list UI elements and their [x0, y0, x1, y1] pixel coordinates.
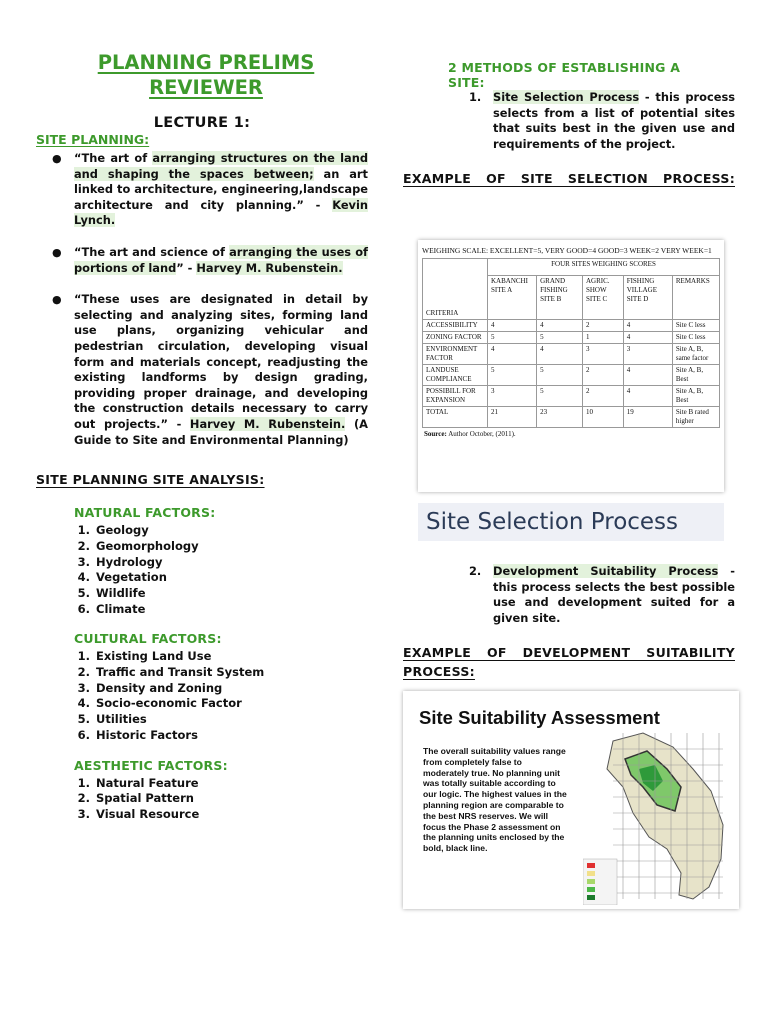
site-analysis-heading: SITE PLANNING SITE ANALYSIS:: [36, 472, 265, 488]
scores-table: [422, 258, 720, 428]
example-1-heading: EXAMPLE OF SITE SELECTION PROCESS:: [403, 171, 735, 187]
table-row: POSSIBILL FOR EXPANSION 3 5 2 4 Site A, B, Best: [423, 386, 720, 407]
list-item: 5. Utilities: [77, 712, 147, 727]
bullet-icon: ●: [52, 293, 62, 307]
bullet-icon: ●: [52, 152, 62, 165]
methods-heading: 2 METHODS OF ESTABLISHING A SITE:: [448, 60, 681, 90]
aesthetic-factors-heading: AESTHETIC FACTORS:: [74, 757, 228, 773]
list-item: 3. Hydrology: [77, 554, 163, 569]
table-row: ZONING FACTOR 5 5 1 4 Site C less: [423, 332, 720, 344]
suitability-map-icon: [583, 729, 733, 905]
method-list-1: [403, 90, 735, 152]
list-item: 2. Geomorphology: [77, 538, 199, 553]
list-item: 2. Spatial Pattern: [77, 791, 194, 806]
site-planning-heading: SITE PLANNING:: [36, 132, 150, 147]
page-title: [44, 50, 368, 100]
list-item: 1. Natural Feature: [77, 775, 199, 790]
list-item: 5. Wildlife: [77, 585, 146, 600]
list-item: 6. Climate: [77, 601, 146, 616]
list-item: 1. Site Selection Process - this process selects from a list of potential sites that suits best in the given use and requirements of the project.: [469, 90, 735, 151]
cultural-factors-list: [36, 649, 368, 743]
table-row: ACCESSIBILITY 4 4 2 4 Site C less: [423, 320, 720, 332]
method-list-2: [403, 564, 735, 626]
column-header: KABANCHI SITE A: [488, 276, 537, 320]
column-header: GRAND FISHING SITE B: [537, 276, 583, 320]
list-item: 1. Geology: [77, 523, 149, 538]
suitability-assessment-image: [403, 691, 739, 909]
lecture-heading: LECTURE 1:: [153, 115, 251, 131]
title-line-1: PLANNING PRELIMS: [97, 51, 315, 74]
quote-author: Harvey M. Rubenstein.: [189, 416, 346, 431]
quote-item: ● “The art and science of arranging the uses of portions of land” - Harvey M. Rubenstein.: [52, 244, 368, 275]
weighing-scores-table-image: [418, 240, 724, 492]
quote-author: Kevin Lynch.: [74, 197, 368, 228]
title-line-2: REVIEWER: [149, 76, 263, 99]
quote-item: ● “The art of arranging structures on the land and shaping the spaces between; an art linked to architecture, engineering,landscape architecture and city planning.” - Kevin Lynch.: [52, 151, 368, 228]
site-selection-caption: Site Selection Process: [418, 503, 724, 541]
column-header: REMARKS: [672, 276, 719, 320]
natural-factors-heading: NATURAL FACTORS:: [74, 505, 216, 521]
right-column: [403, 60, 735, 188]
criteria-header: CRITERIA: [423, 259, 488, 320]
quote-list: [36, 151, 368, 448]
quote-item: ● “These uses are designated in detail by selecting and analyzing sites, forming land use plans, organizing vehicular and pedestrian circulation, developing visual form and materials concept, readjusting the existing landforms by design grading, providing proper drainage, and developing the construction details necessary to carry out projects.” - Harvey M. Rubenstein. (A Guide to Site and Environmental Planning): [52, 292, 368, 447]
natural-factors-list: [36, 523, 368, 617]
column-header: FISHING VILLAGE SITE D: [623, 276, 672, 320]
list-item: 3. Visual Resource: [77, 806, 200, 821]
table-row: TOTAL 21 23 10 19 Site B rated higher: [423, 407, 720, 428]
table-row: LANDUSE COMPLIANCE 5 5 2 4 Site A, B, Best: [423, 365, 720, 386]
bullet-icon: ●: [52, 245, 62, 259]
table-source: Source: Author October, (2011).: [424, 430, 516, 438]
quote-author: Harvey M. Rubenstein.: [196, 260, 343, 275]
aesthetic-factors-list: [36, 776, 368, 823]
method-2-block: [403, 564, 735, 681]
list-item: 1. Existing Land Use: [77, 649, 212, 664]
list-item: 3. Density and Zoning: [77, 680, 223, 695]
left-column: [36, 50, 368, 823]
example-2-heading: EXAMPLE OF DEVELOPMENT SUITABILITY PROCESS:: [403, 645, 735, 680]
column-header: AGRIC. SHOW SITE C: [582, 276, 623, 320]
list-item: 6. Historic Factors: [77, 727, 198, 742]
group-header: FOUR SITES WEIGHING SCORES: [488, 259, 720, 276]
cultural-factors-heading: CULTURAL FACTORS:: [74, 631, 222, 647]
table-row: ENVIRONMENT FACTOR 4 4 3 3 Site A, B, same factor: [423, 344, 720, 365]
suitability-text: The overall suitability values range from completely false to moderately true. No planning unit was totally suitable according to our logic. The highest values in the planning region are comparable to the best NRS reserves. We will focus the Phase 2 assessment on the planning units enclosed by the bold, black line.: [423, 746, 567, 854]
weighing-scale-text: WEIGHING SCALE: EXCELLENT=5, VERY GOOD=4 GOOD=3 WEEK=2 VERY WEEK=1: [422, 246, 712, 255]
list-item: 2. Development Suitability Process - this process selects the best possible use and development suited for a given site.: [469, 564, 735, 625]
list-item: 2. Traffic and Transit System: [77, 665, 265, 680]
list-item: 4. Socio-economic Factor: [77, 696, 242, 711]
list-item: 4. Vegetation: [77, 570, 167, 585]
suitability-title: Site Suitability Assessment: [419, 707, 660, 728]
